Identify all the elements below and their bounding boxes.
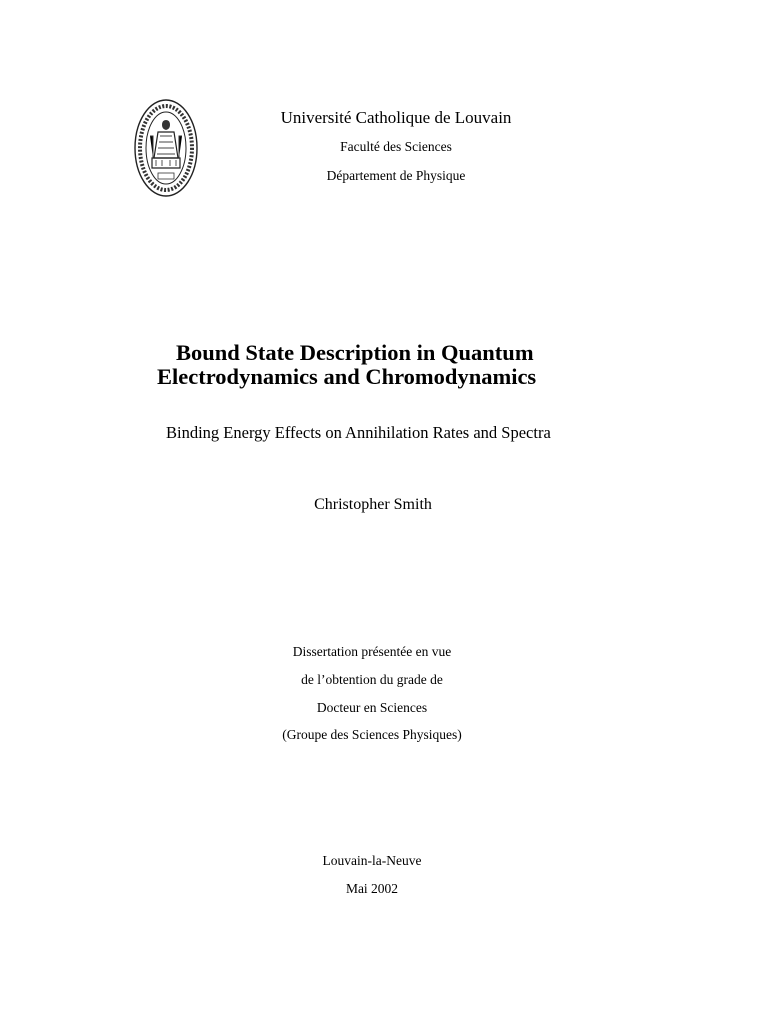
- dissertation-line-4: (Groupe des Sciences Physiques): [282, 727, 462, 742]
- title-line-2: Electrodynamics and Chromodynamics: [157, 364, 537, 389]
- dissertation-line-2: de l’obtention du grade de: [301, 672, 443, 687]
- department-name: Département de Physique: [326, 168, 466, 183]
- faculty-name: Faculté des Sciences: [340, 139, 452, 154]
- title-line-1: Bound State Description in Quantum: [176, 340, 534, 365]
- dissertation-line-3: Docteur en Sciences: [316, 700, 428, 715]
- place: Louvain-la-Neuve: [322, 853, 422, 868]
- subtitle: Binding Energy Effects on Annihilation Rates and Spectra: [166, 423, 551, 442]
- university-name: Université Catholique de Louvain: [280, 108, 512, 127]
- dissertation-line-1: Dissertation présentée en vue: [292, 644, 452, 659]
- author-name: Christopher Smith: [314, 496, 432, 513]
- date: Mai 2002: [345, 881, 399, 896]
